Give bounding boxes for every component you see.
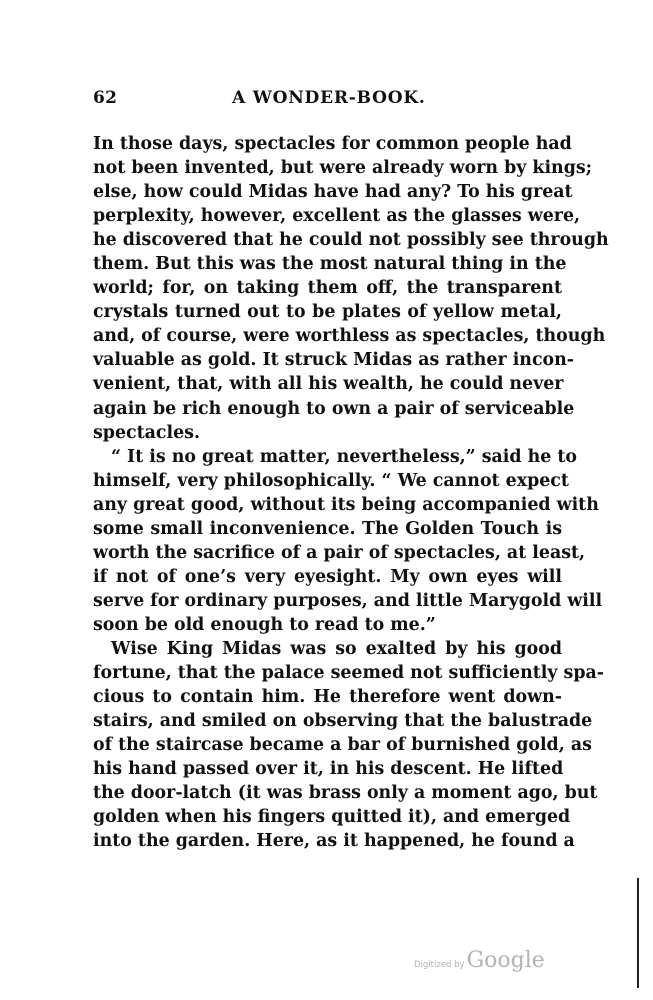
text-line: spectacles. [93, 422, 201, 443]
digitized-watermark [414, 948, 545, 978]
running-title: A WONDER-BOOK. [232, 88, 426, 108]
text-line: fortune, that the palace seemed not sufficiently spa- [93, 663, 604, 684]
text-line: not been invented, but were already worn by kings; [93, 158, 593, 179]
text-line: serve for ordinary purposes, and little Marygold will [93, 590, 603, 611]
text-line: valuable as gold. It struck Midas as rather incon- [93, 350, 575, 371]
text-line: world; for, on taking them off, the transparent [93, 278, 562, 299]
text-line: any great good, without its being accompanied with [93, 494, 599, 515]
text-line: if not of one’s very eyesight. My own eyes will [93, 566, 562, 587]
text-line: golden when his fingers quitted it), and emerged [93, 807, 571, 828]
text-line: crystals turned out to be plates of yellow metal, [93, 302, 562, 323]
text-line: he discovered that he could not possibly see through [93, 230, 609, 251]
text-line: stairs, and smiled on observing that the balustrade [93, 711, 593, 732]
watermark-prefix: Digitized by [414, 960, 465, 970]
text-line: soon be old enough to read to me.” [93, 614, 436, 635]
text-line: his hand passed over it, in his descent. He lifted [93, 759, 564, 780]
text-line: venient, that, with all his wealth, he could never [93, 374, 564, 395]
text-line: else, how could Midas have had any? To his great [93, 182, 573, 203]
text-line: and, of course, were worthless as spectacles, though [93, 326, 606, 347]
text-line: them. But this was the most natural thing in the [93, 254, 567, 275]
page-number: 62 [93, 88, 118, 108]
text-line: of the staircase became a bar of burnished gold, as [93, 735, 592, 756]
body-text [93, 132, 609, 853]
text-line: into the garden. Here, as it happened, he found a [93, 831, 575, 852]
text-line: the door-latch (it was brass only a moment ago, but [93, 783, 598, 804]
text-line: again be rich enough to own a pair of serviceable [93, 398, 575, 419]
text-line: worth the sacrifice of a pair of spectacles, at least, [93, 542, 586, 563]
text-line: Wise King Midas was so exalted by his good [111, 638, 562, 659]
text-line: cious to contain him. He therefore went down- [93, 687, 562, 708]
text-line: himself, very philosophically. “ We cannot expect [93, 470, 569, 491]
text-line: In those days, spectacles for common people had [93, 134, 572, 154]
text-line: “ It is no great matter, nevertheless,” said he to [111, 446, 577, 467]
page-header [93, 88, 562, 114]
google-logo: Google [466, 948, 545, 973]
text-line: some small inconvenience. The Golden Touch is [93, 518, 562, 539]
scan-edge-line [637, 878, 639, 988]
text-line: perplexity, however, excellent as the glasses were, [93, 206, 581, 227]
